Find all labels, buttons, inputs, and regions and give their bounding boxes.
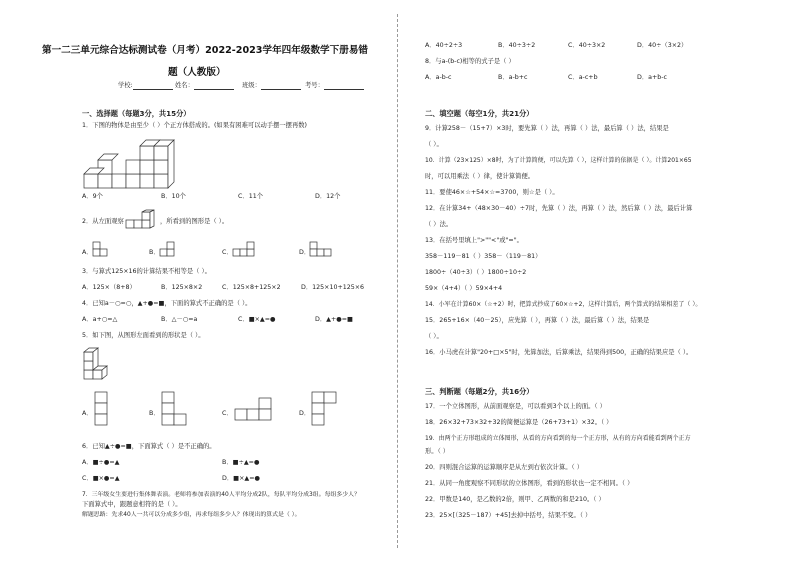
q5-option-d-shape	[312, 392, 340, 426]
q2-option-c[interactable]: C．	[222, 249, 233, 256]
q6-option-c[interactable]: C．■×●=▲	[82, 475, 120, 482]
q4-option-a[interactable]: A．a+○=△	[82, 316, 118, 323]
q11-text: 11．要使46×☆+54×☆=3700，则☆是（ ）。	[425, 189, 559, 196]
q2-option-d-shape	[310, 242, 336, 262]
q3-text: 3．与算式125×16的计算结果不相等是（ ）。	[82, 268, 211, 275]
q9-line1: 9．计算258－（15+7）×3时，要先算（ ）法，再算（ ）法，最后算（ ）法，结果是	[425, 125, 669, 132]
q7-option-b[interactable]: B．40÷3÷2	[498, 42, 536, 49]
q16-text: 16．小马虎在计算"20+□×5"时，先算加法，后算乘法，结果得到500，正确的结果应是（ ）。	[425, 349, 693, 356]
q2-option-a-shape	[93, 242, 113, 262]
field-class[interactable]: 班级：	[242, 82, 301, 90]
q4-option-c[interactable]: C．■×▲=●	[238, 316, 276, 323]
q7-option-a[interactable]: A．40÷2÷3	[425, 42, 463, 49]
q4-text: 4．已知a－○=○，▲+●=■，下面的算式不正确的是（ ）。	[82, 300, 252, 307]
q22-text: 22．甲数是140，是乙数的2倍，则甲、乙两数的和是210。（ ）	[425, 496, 605, 503]
q13-row3: 59×（4+4）（ ）59×4+4	[425, 285, 503, 292]
q15-line2: （ ）。	[425, 333, 443, 340]
q5-option-a[interactable]: A．	[82, 410, 93, 417]
q3-option-d[interactable]: D．125×10+125×6	[301, 284, 365, 291]
q5-option-b-shape	[162, 392, 190, 426]
section1-title: 一、选择题（每题3分，共15分）	[82, 109, 191, 118]
q13-row1: 358－119－81（ ）358－（119－81）	[425, 253, 542, 260]
q8-option-c[interactable]: C．a-c+b	[568, 74, 598, 81]
q1-option-c[interactable]: C．11个	[238, 193, 264, 200]
q10-line1: 10．计算（23×125）×8时，为了计算简便，可以先算（ ），这样计算的依据是（ ）。计算201×65	[425, 157, 692, 164]
q19-line2: 形。（ ）	[425, 448, 450, 455]
q3-option-a[interactable]: A．125×（8+8）	[82, 284, 136, 291]
q3-option-c[interactable]: C．125×8+125×2	[222, 284, 281, 291]
q5-option-c[interactable]: C．	[222, 410, 233, 417]
q5-option-b[interactable]: B．	[149, 410, 160, 417]
q4-option-d[interactable]: D．▲+●=■	[315, 316, 353, 323]
q2-option-b[interactable]: B．	[149, 249, 160, 256]
q18-text: 18．26×32+73×32+32的简便运算是（26+73+1）×32。（ ）	[425, 419, 613, 426]
q17-text: 17．一个立体图形，从前面观察是，可以看到3个以上的面。（ ）	[425, 403, 606, 410]
q7-line2: 下面算式中，跟题意相符的是（ ）。	[82, 501, 182, 508]
q1-cubes-figure	[82, 134, 192, 192]
q1-option-a[interactable]: A．9个	[82, 193, 103, 200]
field-number[interactable]: 考号：	[305, 82, 364, 90]
q14-text: 14．小军在计算60×（☆+2）时，把算式抄成了60×☆+2，这样计算后，两个算式的结果相差了（ ）。	[425, 301, 702, 308]
q12-line1: 12．在计算34+（48×30－40）÷7时，先算（ ）法，再算（ ）法，然后算（ ）法，最后计算	[425, 205, 693, 212]
q6-option-b[interactable]: B．■÷▲=●	[222, 459, 260, 466]
q2-option-d[interactable]: D．	[299, 249, 311, 256]
q1-text: 1．下图的物体是由至少（ ）个正方体搭成的。(如果有困难可以动手摆一摆再数)	[82, 122, 308, 129]
q5-option-a-shape	[95, 392, 109, 426]
q5-option-d[interactable]: D．	[299, 410, 311, 417]
q5-text: 5．如下图，从图形左面看到的形状是（ ）。	[82, 332, 205, 339]
q19-line1: 19．由两个正方形组成的立体图形，从看的方向看到的每一个正方形，从有的方向看能看到两个正方	[425, 435, 691, 442]
q2-option-c-shape	[233, 242, 259, 262]
q13-text: 13．在括号里填上">""<"或"="。	[425, 237, 523, 244]
section3-title: 三、判断题（每题2分，共16分）	[425, 387, 534, 396]
q7-line1: 7．三年级女生要进行集体舞表演。老师将参加表演的40人平均分成2队，每队平均分成3组。每组多少人？	[82, 492, 360, 498]
q10-line2: 时，可以用乘法（ ）律，使计算简便。	[425, 173, 535, 180]
q21-text: 21．从同一角度观察不同形状的立体图形，看到的形状也一定不相同。（ ）	[425, 480, 634, 487]
q5-figure	[84, 346, 110, 382]
q9-line2: （ ）。	[425, 141, 443, 148]
field-name[interactable]: 姓名：	[175, 82, 234, 90]
field-school[interactable]: 学校:	[118, 82, 173, 90]
exam-title-line1: 第一二三单元综合达标测试卷（月考）2022-2023学年四年级数学下册易错	[42, 45, 369, 56]
q2-text-b: ，所看到的图形是（ ）。	[160, 218, 229, 225]
q3-option-b[interactable]: B．125×8×2	[161, 284, 203, 291]
q13-row2: 1800÷（40÷3）（ ）1800÷10÷2	[425, 269, 527, 276]
q7-option-d[interactable]: D．40÷（3×2）	[637, 42, 688, 49]
q20-text: 20．四则混合运算的运算顺序是从左到右依次计算。（ ）	[425, 464, 583, 471]
q7-option-c[interactable]: C．40÷3×2	[568, 42, 606, 49]
q6-option-a[interactable]: A．■÷●=▲	[82, 459, 120, 466]
q4-option-b[interactable]: B．△－○=a	[161, 316, 198, 323]
q2-option-a[interactable]: A．	[82, 249, 93, 256]
q6-option-d[interactable]: D．■×▲=●	[222, 475, 260, 482]
q15-line1: 15．265+16×（40－25），应先算（ ），再算（ ）法，最后算（ ）法，结果是	[425, 317, 650, 324]
exam-title-line2: 题（人教版）	[168, 67, 226, 78]
q8-text: 8．与a-(b-c)相等的式子是（ ）	[425, 58, 515, 65]
q8-option-b[interactable]: B．a-b+c	[498, 74, 528, 81]
q12-line2: （ ）法。	[425, 221, 453, 228]
q1-option-d[interactable]: D．12个	[315, 193, 341, 200]
q5-option-c-shape	[235, 398, 275, 422]
q6-text: 6．已知▲÷●=■，下面算式（ ）是不正确的。	[82, 443, 216, 450]
q8-option-a[interactable]: A．a-b-c	[425, 74, 452, 81]
q2-figure	[126, 210, 160, 230]
q23-text: 23．25×[（325－187）+45]去掉中括号，结果不变。（ ）	[425, 512, 592, 519]
q1-option-b[interactable]: B．10个	[161, 193, 186, 200]
q7-line3: 解题思路：先求40人一共可以分成多少组，再求每组多少人？体现出的算式是（ ）。	[82, 512, 301, 518]
q2-option-b-shape	[160, 242, 180, 262]
right-column	[397, 0, 794, 562]
q8-option-d[interactable]: D．a+b-c	[637, 74, 668, 81]
section2-title: 二、填空题（每空1分，共21分）	[425, 109, 534, 118]
q2-text-a: 2．从左面观察	[82, 218, 124, 225]
